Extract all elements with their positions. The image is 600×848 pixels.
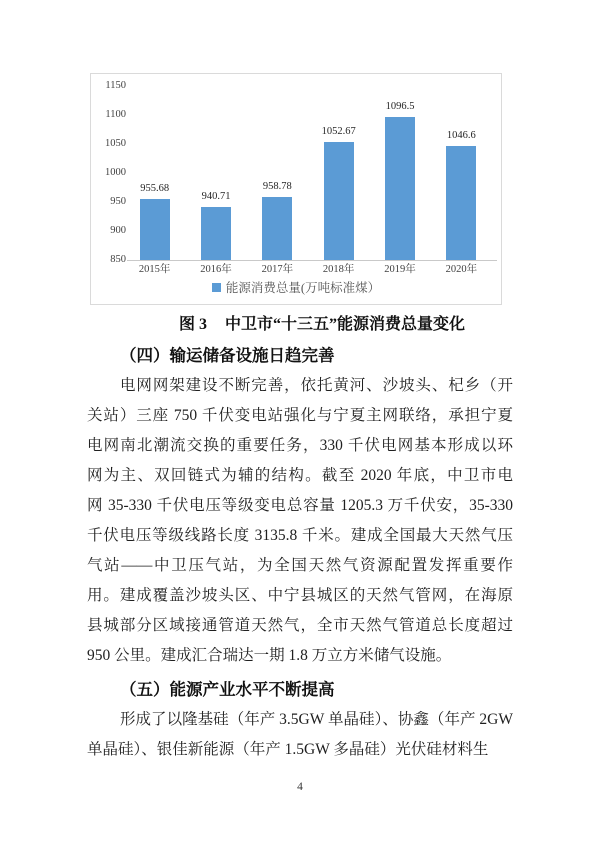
page-number: 4: [297, 781, 303, 793]
legend-label: 能源消费总量(万吨标准煤）: [225, 281, 381, 295]
body-line: 网为主、双回链式为辅的结构。截至 2020 年底，中卫市电: [87, 467, 513, 484]
bar-value-label: 1096.5: [385, 101, 415, 113]
figure-caption: [22, 313, 600, 337]
body-line: 关站）三座 750 千伏变电站强化与宁夏主网联络，承担宁夏: [87, 407, 513, 424]
y-tick-label: 1050: [105, 137, 126, 149]
figure-caption-label: 图 3: [178, 316, 207, 333]
figure-caption-title: 中卫市“十三五”能源消费总量变化: [225, 316, 466, 333]
y-tick-label: 1000: [105, 166, 126, 178]
bar: [201, 207, 231, 260]
body-line: 950 公里。建成汇合瑞达一期 1.8 万立方米储气设施。: [87, 647, 452, 664]
body-text: [87, 341, 513, 765]
bar-value-label: 1052.67: [321, 126, 356, 138]
chart-legend: [91, 278, 501, 296]
y-tick-label: 950: [110, 195, 126, 207]
y-tick-label: 900: [110, 224, 126, 236]
x-tick-label: 2020年: [445, 264, 478, 275]
bar: [446, 146, 476, 260]
y-tick-label: 1100: [105, 108, 126, 120]
x-tick-label: 2016年: [200, 264, 232, 275]
bar-value-label: 958.78: [262, 180, 292, 192]
x-tick-label: 2015年: [138, 264, 171, 275]
body-line: 单晶硅）、银佳新能源（年产 1.5GW 多晶硅）光伏硅材料生: [87, 741, 489, 758]
x-tick-label: 2017年: [261, 264, 294, 275]
section-heading: （四）输运储备设施日趋完善: [120, 346, 335, 365]
y-tick-label: 850: [110, 253, 126, 265]
body-line: 电网南北潮流交换的重要任务，330 千伏电网基本形成以环: [87, 437, 513, 454]
bar: [262, 197, 292, 260]
y-tick-label: 1150: [105, 79, 126, 91]
section-heading: （五）能源产业水平不断提高: [120, 680, 335, 699]
x-axis-line: [127, 260, 497, 261]
body-line: 电网网架建设不断完善，依托黄河、沙坡头、杞乡（开: [120, 377, 513, 394]
body-line: 用。建成覆盖沙坡头区、中宁县城区的天然气管网，在海原: [87, 587, 513, 604]
legend-swatch-icon: [212, 283, 221, 292]
body-line: 形成了以隆基硅（年产 3.5GW 单晶硅）、协鑫（年产 2GW: [120, 711, 513, 728]
bar: [140, 199, 170, 260]
bar-value-label: 955.68: [140, 182, 170, 194]
bar: [324, 142, 354, 260]
x-tick-label: 2018年: [322, 264, 355, 275]
energy-consumption-chart: [90, 73, 502, 305]
body-line: 气站——中卫压气站，为全国天然气资源配置发挥重要作: [87, 557, 513, 574]
body-line: 县城部分区域接通管道天然气，全市天然气管道总长度超过: [87, 617, 513, 634]
bar-value-label: 1046.6: [446, 129, 476, 141]
bar: [385, 117, 415, 260]
body-line: 网 35-330 千伏电压等级变电总容量 1205.3 万千伏安，35-330: [87, 497, 513, 514]
bar-value-label: 940.71: [201, 191, 231, 203]
body-line: 千伏电压等级线路长度 3135.8 千米。建成全国最大天然气压: [87, 527, 513, 544]
x-tick-label: 2019年: [384, 264, 416, 275]
